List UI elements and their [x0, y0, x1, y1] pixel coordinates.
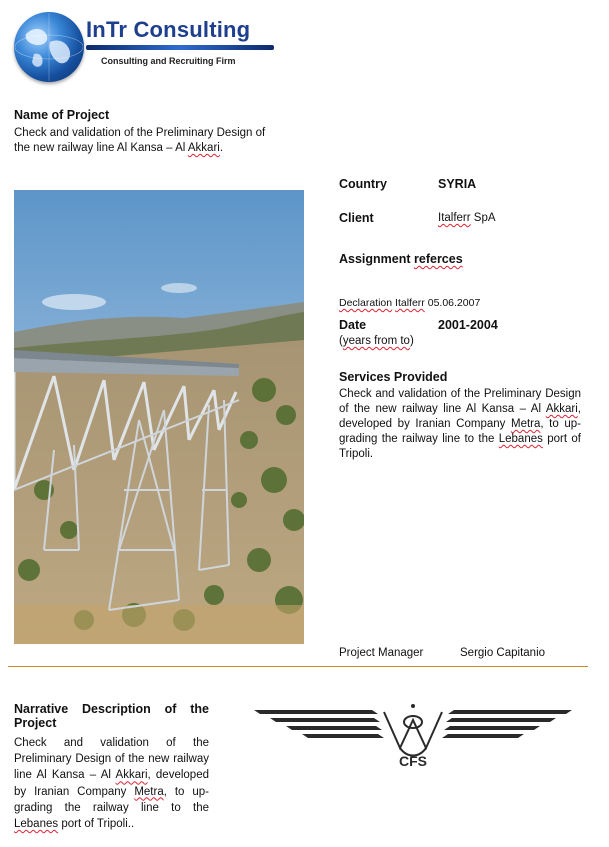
brand-underline — [86, 45, 274, 50]
brand-tagline: Consulting and Recruiting Firm — [101, 56, 236, 66]
narrative-heading: Narrative Description of the Project — [14, 702, 209, 730]
date-value: 2001-2004 — [438, 318, 498, 332]
project-heading: Name of Project — [14, 108, 110, 122]
project-name-line1: Check and validation of the Preliminary Design of — [14, 127, 266, 139]
project-manager-label: Project Manager — [339, 647, 424, 659]
client-value: Italferr SpA — [438, 212, 496, 224]
narrative-text: Check and validation of the Preliminary Design of the new railway line Al Kansa – Al Akkari, developed by Iranian Company Metra, to up-grading the railway line to the Lebanes port of Tripoli.. — [14, 737, 209, 831]
cfs-wings-logo — [252, 700, 574, 775]
country-value: SYRIA — [438, 177, 477, 191]
railway-bridge-photo — [14, 190, 304, 644]
globe-icon — [14, 12, 84, 82]
date-note: (years from to) — [339, 335, 414, 347]
country-label: Country — [339, 177, 387, 191]
services-heading: Services Provided — [339, 370, 448, 384]
client-label: Client — [339, 211, 374, 225]
assignment-heading: Assignment referces — [339, 252, 463, 266]
brand-name: InTr Consulting — [86, 17, 251, 42]
project-manager-name: Sergio Capitanio — [460, 647, 546, 659]
project-name-line2: the new railway line Al Kansa – Al Akkari. — [14, 142, 224, 154]
cfs-logo-text: CFS — [399, 753, 427, 769]
date-label: Date — [339, 318, 367, 332]
services-text: Check and validation of the Preliminary Design of the new railway line Al Kansa – Al Akkari, developed by Iranian Company Metra, to up-grading the railway line to the Lebanes port of Tripoli. — [339, 388, 581, 460]
section-divider — [8, 666, 588, 667]
declaration-line: Declaration Italferr 05.06.2007 — [339, 297, 481, 309]
